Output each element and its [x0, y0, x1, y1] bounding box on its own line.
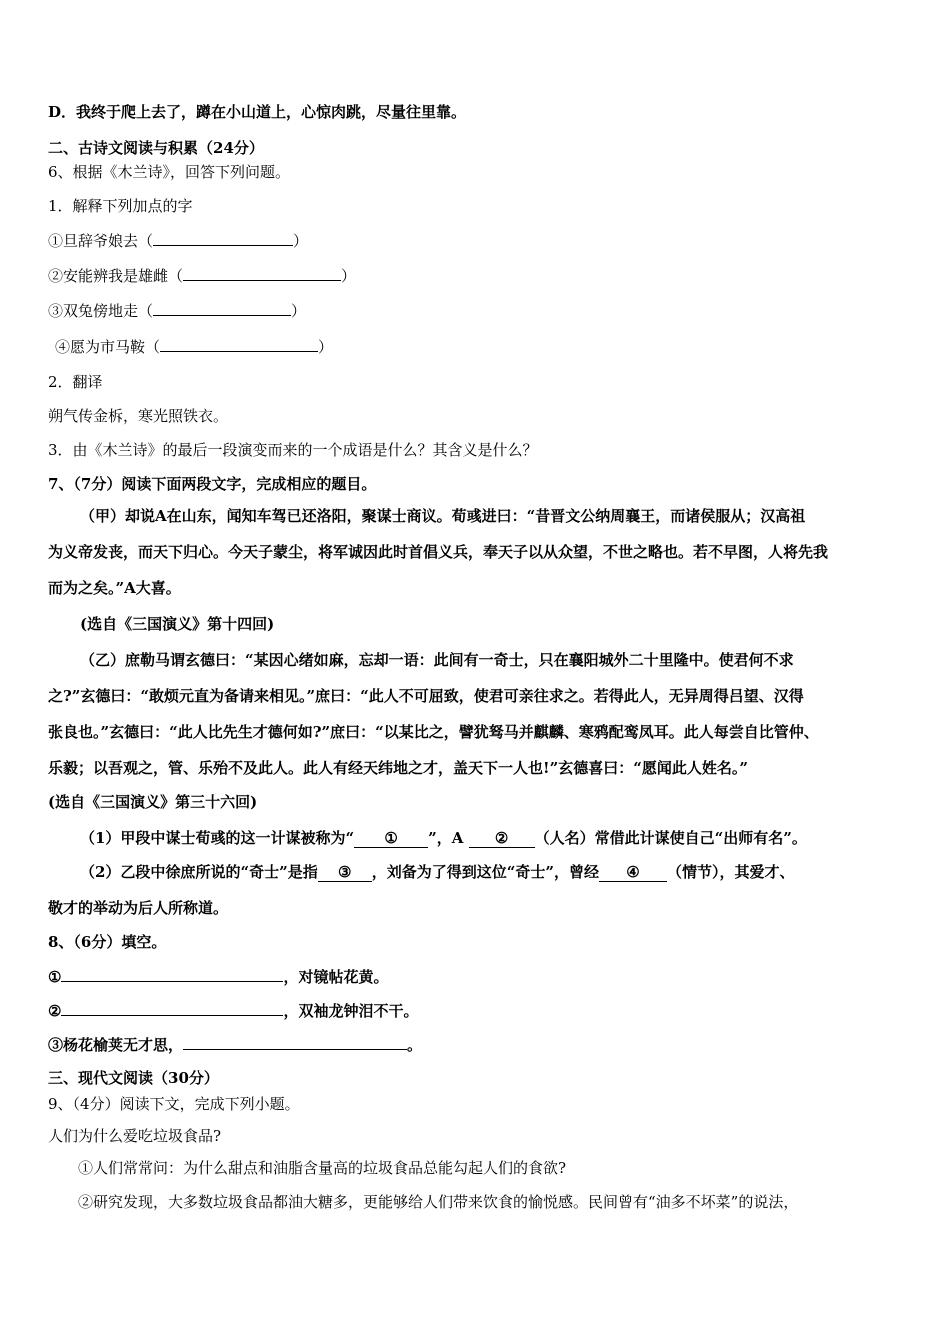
question-7-2-cont: 敬才的举动为后人所称道。	[48, 899, 229, 917]
answer-blank[interactable]	[183, 265, 341, 281]
paren-close: ）	[318, 338, 334, 356]
question-7-1-text-c: （人名）常借此计谋使自己“出师有名”。	[534, 829, 807, 847]
question-8-3	[48, 1034, 422, 1055]
answer-blank-4[interactable]: ④	[599, 864, 667, 882]
question-6-1d-text: ④愿为市马鞍（	[55, 338, 161, 356]
question-6-1: 1．解释下列加点的字	[48, 197, 193, 215]
question-6-1c-text: ③双兔傍地走（	[48, 302, 154, 320]
question-7-2-text-a: （2）乙段中徐庶所说的“奇士”是指	[80, 863, 318, 881]
question-8-1-text: ，对镜帖花黄。	[283, 968, 389, 986]
answer-blank[interactable]	[153, 300, 291, 316]
paren-close: ）	[291, 302, 307, 320]
question-6-1c	[48, 300, 306, 321]
question-8: 8、（6分）填空。	[48, 933, 167, 951]
question-6-1d	[55, 336, 333, 357]
answer-blank-1[interactable]: ①	[354, 830, 428, 848]
question-8-2	[48, 1000, 418, 1021]
option-d: D．我终于爬上去了，蹲在小山道上，心惊肉跳，尽量往里靠。	[48, 103, 467, 121]
passage-yi-source: (选自《三国演义》第三十六回)	[48, 793, 258, 811]
question-7-1-text-b: ”，A	[428, 829, 464, 847]
article-paragraph-2: ②研究发现，大多数垃圾食品都油大糖多，更能够给人们带来饮食的愉悦感。民间曾有“油多不坏菜”的说法，	[78, 1193, 799, 1211]
passage-jia-line-2: 为义帝发丧，而天下归心。今天子蒙尘，将军诚因此时首倡义兵，奉天子以从众望，不世之略也。若不早图，人将先我	[48, 543, 829, 561]
answer-blank[interactable]	[61, 1000, 283, 1016]
article-paragraph-1: ①人们常常问：为什么甜点和油脂含量高的垃圾食品总能勾起人们的食欲?	[78, 1159, 567, 1177]
answer-blank[interactable]	[160, 336, 318, 352]
mark-c2: ②	[48, 1002, 62, 1020]
question-6-2: 2．翻译	[48, 373, 103, 391]
question-6-1b-text: ②安能辨我是雄雌（	[48, 267, 184, 285]
question-6-1a	[48, 230, 308, 251]
question-7-2-text-c: （情节），其爱才、	[666, 863, 795, 881]
section-2-heading: 二、古诗文阅读与积累（24分）	[48, 139, 264, 157]
question-7-1	[80, 828, 807, 848]
question-6-1a-text: ①旦辞爷娘去（	[48, 232, 154, 250]
passage-yi-line-1: （乙）庶勒马谓玄德曰：“某因心绪如麻，忘却一语：此间有一奇士，只在襄阳城外二十里隆中。使君何不求	[80, 651, 794, 669]
question-7-2	[80, 862, 794, 882]
passage-yi-line-3: 张良也。”玄德曰：“此人比先生才德何如?”庶曰：“以某比之，譬犹驽马并麒麟、寒鸦配鸾凤耳。此人每尝自比管仲、	[48, 723, 819, 741]
question-7-2-text-b: ，刘备为了得到这位“奇士”，曾经	[371, 863, 599, 881]
section-3-heading: 三、现代文阅读（30分）	[48, 1069, 219, 1087]
answer-blank[interactable]	[61, 966, 283, 982]
question-6: 6、根据《木兰诗》，回答下列问题。	[48, 163, 291, 181]
question-7: 7、（7分）阅读下面两段文字，完成相应的题目。	[48, 475, 377, 493]
answer-blank-2[interactable]: ②	[469, 830, 535, 848]
passage-jia-line-1: （甲）却说A在山东，闻知车驾已还洛阳，聚谋士商议。荀彧进曰：“昔晋文公纳周襄王，而诸侯服从；汉高祖	[80, 507, 806, 525]
answer-blank-3[interactable]: ③	[318, 864, 372, 882]
question-6-3: 3．由《木兰诗》的最后一段演变而来的一个成语是什么？其含义是什么？	[48, 441, 538, 459]
paren-close: ）	[341, 267, 357, 285]
article-title: 人们为什么爱吃垃圾食品?	[48, 1127, 222, 1145]
answer-blank[interactable]	[153, 230, 293, 246]
question-9: 9、（4分）阅读下文，完成下列小题。	[48, 1095, 300, 1113]
question-6-2-text: 朔气传金柝，寒光照铁衣。	[48, 407, 229, 425]
question-8-2-text: ，双袖龙钟泪不干。	[283, 1002, 419, 1020]
question-8-1	[48, 966, 388, 987]
passage-jia-line-3: 而为之矣。”A大喜。	[48, 579, 181, 597]
answer-blank[interactable]	[183, 1034, 407, 1050]
question-7-1-text-a: （1）甲段中谋士荀彧的这一计谋被称为“	[80, 829, 355, 847]
question-6-1b	[48, 265, 356, 286]
question-8-3-end: 。	[407, 1036, 423, 1054]
mark-c1: ①	[48, 968, 62, 986]
paren-close: ）	[293, 232, 309, 250]
question-8-3-text: ③杨花榆荚无才思，	[48, 1036, 184, 1054]
passage-jia-source: (选自《三国演义》第十四回)	[80, 615, 275, 633]
passage-yi-line-2: 之?”玄德曰：“敢烦元直为备请来相见。”庶曰：“此人不可屈致，使君可亲往求之。若得此人，无异周得吕望、汉得	[48, 687, 804, 705]
passage-yi-line-4: 乐毅；以吾观之，管、乐殆不及此人。此人有经天纬地之才，盖天下一人也!”玄德喜曰：“愿闻此人姓名。”	[48, 759, 748, 777]
